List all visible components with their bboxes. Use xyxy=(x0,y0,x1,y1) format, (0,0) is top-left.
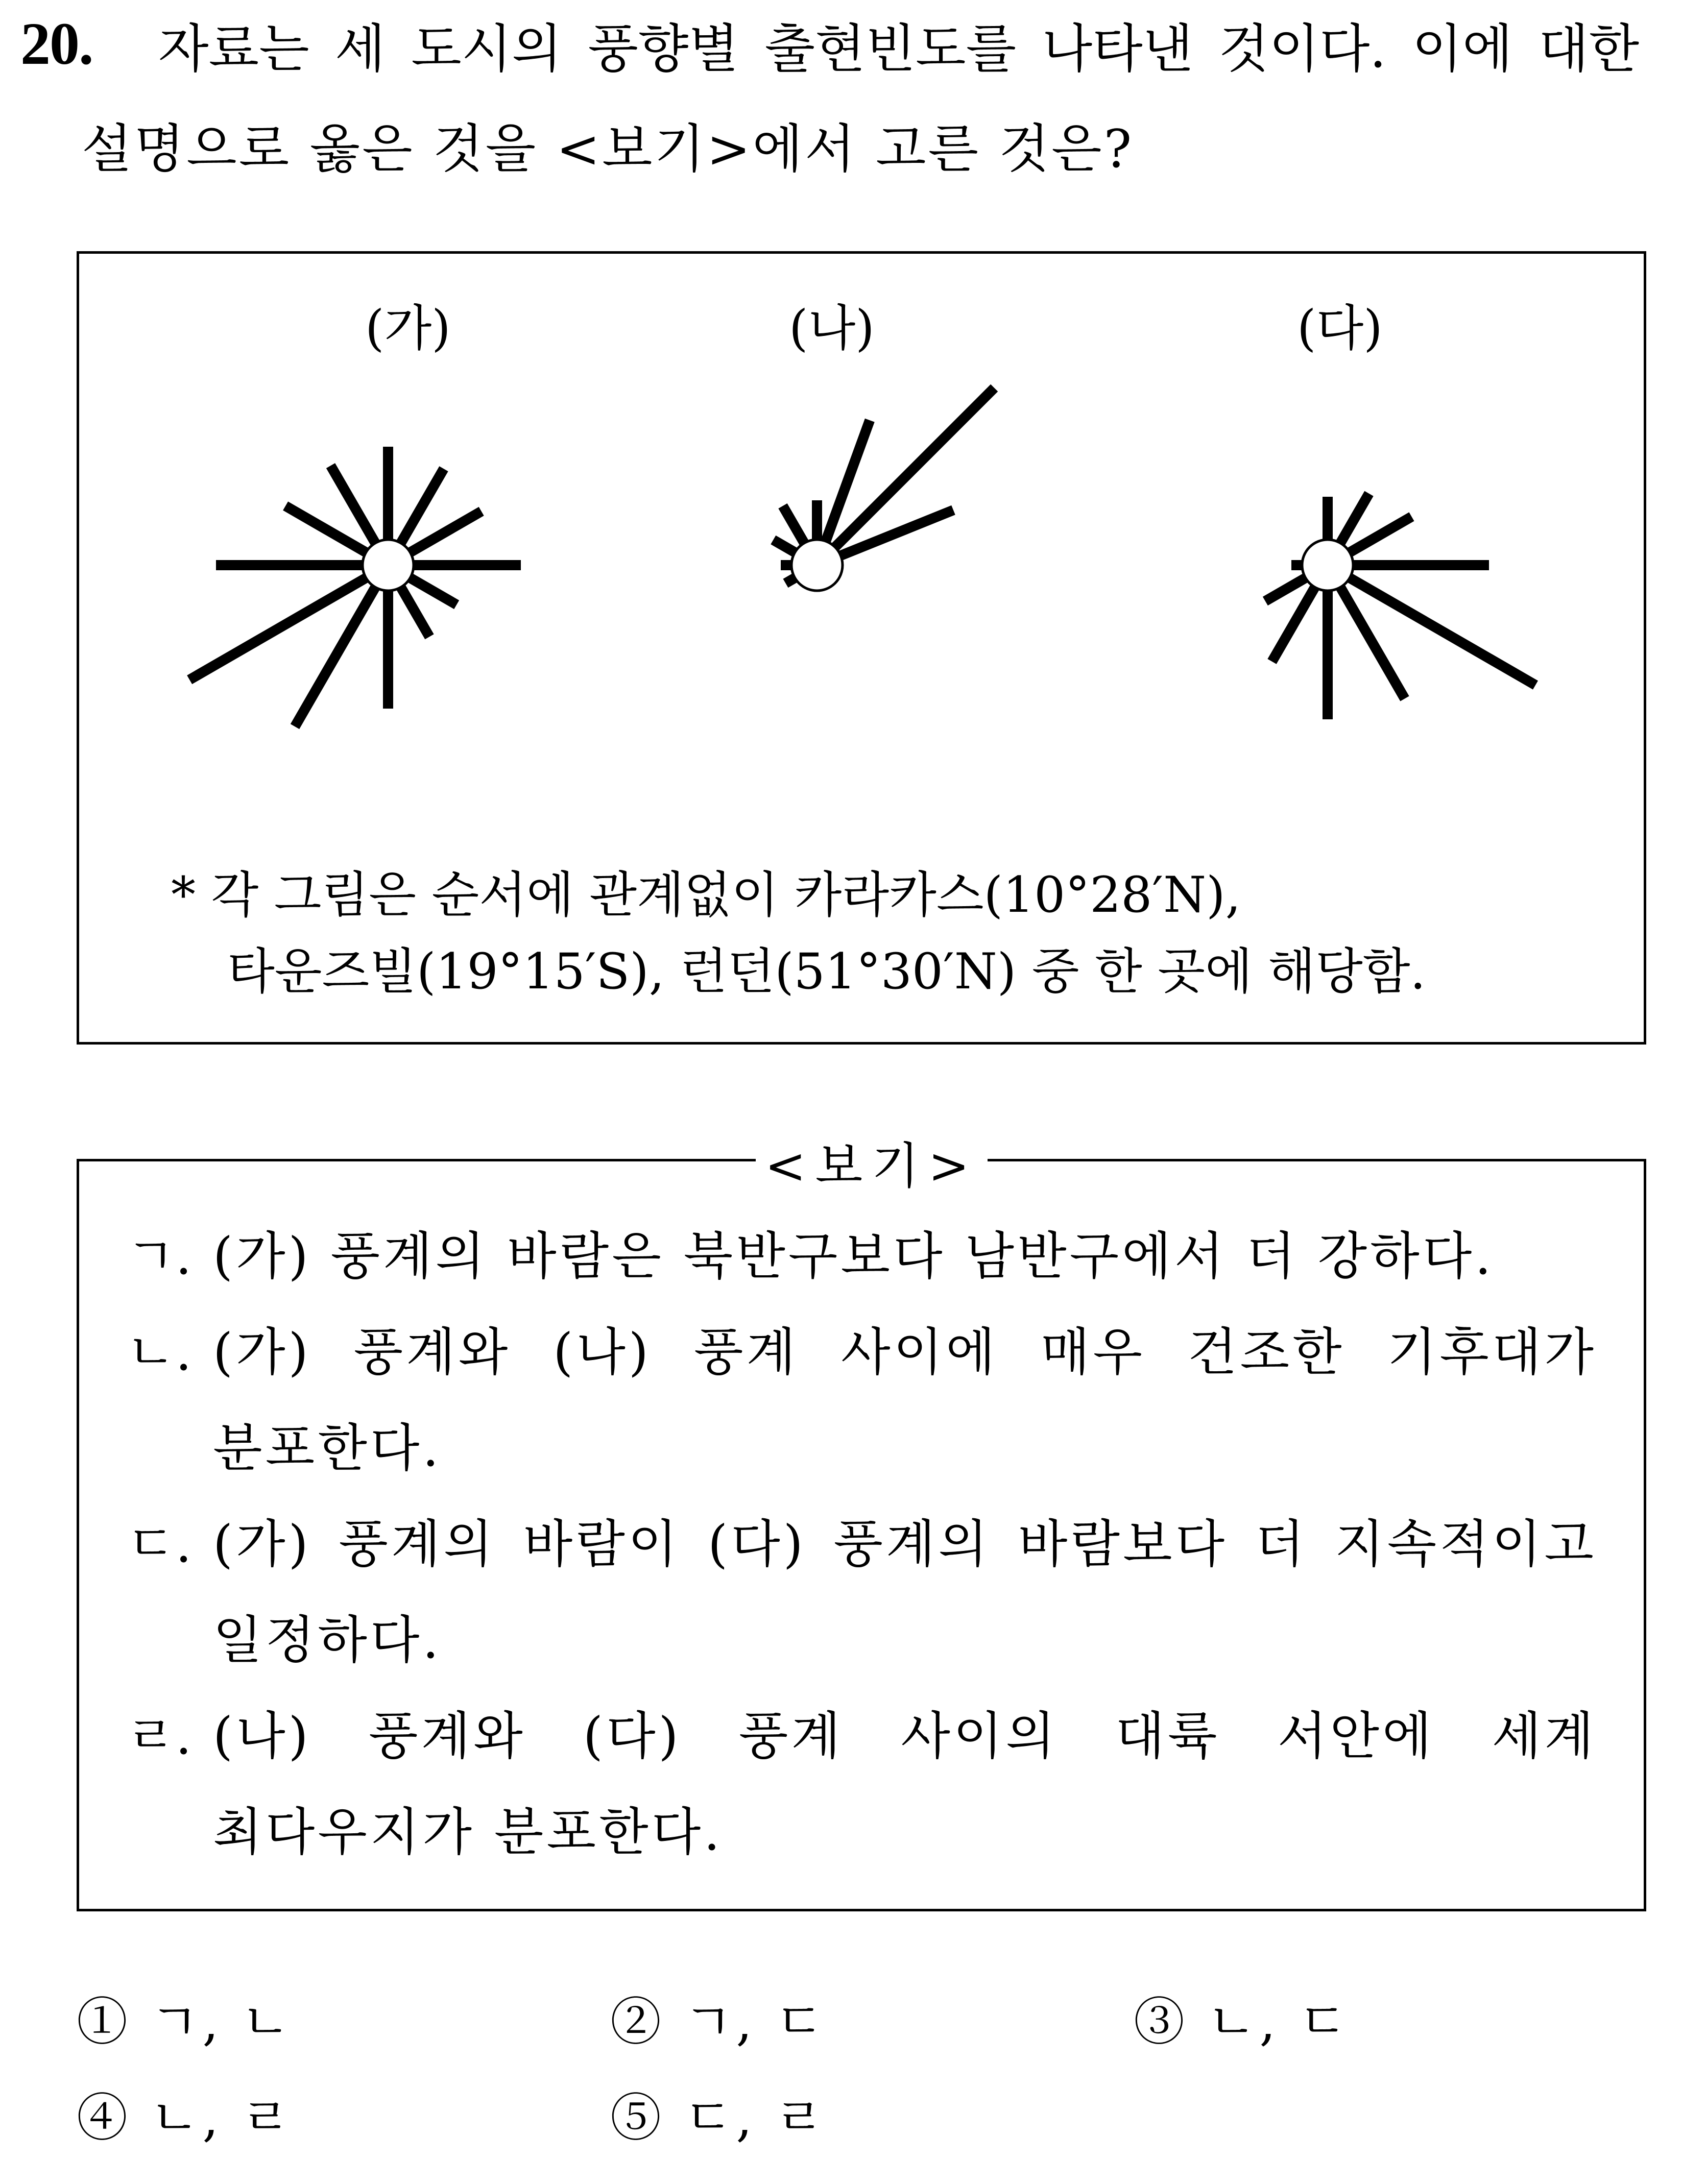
calm-circle-다 xyxy=(1302,540,1353,591)
choice-text: ㄴ, ㄹ xyxy=(150,2088,294,2148)
calm-circle-나 xyxy=(791,540,843,591)
question-text-line-2: 설명으로 옳은 것을 <보기>에서 고른 것은? xyxy=(82,119,1134,180)
bogi-text: (나) 풍계와 (다) 풍계 사이의 대륙 서안에 세계 최다우지가 분포한다. xyxy=(213,1706,1597,1862)
bogi-text: (가) 풍계의 바람은 북반구보다 남반구에서 더 강하다. xyxy=(213,1226,1495,1286)
choice-2[interactable] xyxy=(610,1981,827,2054)
choice-number: ⑤ xyxy=(610,2088,664,2148)
choice-number: ① xyxy=(77,1992,131,2052)
wind-rose-ga xyxy=(189,447,521,726)
bogi-mark: ㄴ. xyxy=(126,1322,192,1382)
figure-note-line-1: * 각 그림은 순서에 관계없이 카라카스(10°28′N), xyxy=(171,866,1241,924)
choice-4[interactable] xyxy=(77,2077,294,2150)
calm-circle-가 xyxy=(363,540,414,591)
wind-rose-na xyxy=(773,388,994,591)
bogi-mark: ㄷ. xyxy=(126,1514,192,1574)
choice-number: ③ xyxy=(1134,1992,1188,2052)
choice-text: ㄴ, ㄷ xyxy=(1207,1992,1351,2052)
figure-note-line-2: 타운즈빌(19°15′S), 런던(51°30′N) 중 한 곳에 해당함. xyxy=(227,943,1426,1000)
choice-text: ㄱ, ㄴ xyxy=(150,1992,294,2052)
bogi-item-rieul xyxy=(126,1688,1597,1880)
bogi-mark: ㄱ. xyxy=(126,1226,192,1286)
choice-number: ② xyxy=(610,1992,664,2052)
bogi-text: (가) 풍계와 (나) 풍계 사이에 매우 건조한 기후대가 분포한다. xyxy=(213,1322,1597,1478)
bogi-box xyxy=(77,1159,1646,1911)
question-text-line-1: 자료는 세 도시의 풍향별 출현빈도를 나타낸 것이다. 이에 대한 xyxy=(158,19,1639,80)
bogi-mark: ㄹ. xyxy=(126,1706,192,1766)
figure-label-ga: (가) xyxy=(365,300,451,357)
question-number: 20. xyxy=(20,10,93,77)
bogi-text: (가) 풍계의 바람이 (다) 풍계의 바람보다 더 지속적이고 일정하다. xyxy=(213,1514,1597,1670)
choice-1[interactable] xyxy=(77,1981,294,2054)
bogi-item-digeut xyxy=(126,1496,1597,1688)
choice-text: ㄷ, ㄹ xyxy=(683,2088,827,2148)
wind-ray-나-2 xyxy=(817,388,994,565)
figure-label-na: (나) xyxy=(789,300,875,357)
choice-5[interactable] xyxy=(610,2077,827,2150)
choice-number: ④ xyxy=(77,2088,131,2148)
bogi-item-nieun xyxy=(126,1304,1597,1496)
choice-3[interactable] xyxy=(1134,1981,1351,2054)
bogi-title: <보기> xyxy=(756,1127,988,1197)
choice-text: ㄱ, ㄷ xyxy=(683,1992,827,2052)
figure-label-da: (다) xyxy=(1297,300,1383,357)
wind-rose-da xyxy=(1265,494,1535,719)
figure-box xyxy=(77,251,1646,1045)
bogi-item-giyeok xyxy=(126,1208,1597,1304)
